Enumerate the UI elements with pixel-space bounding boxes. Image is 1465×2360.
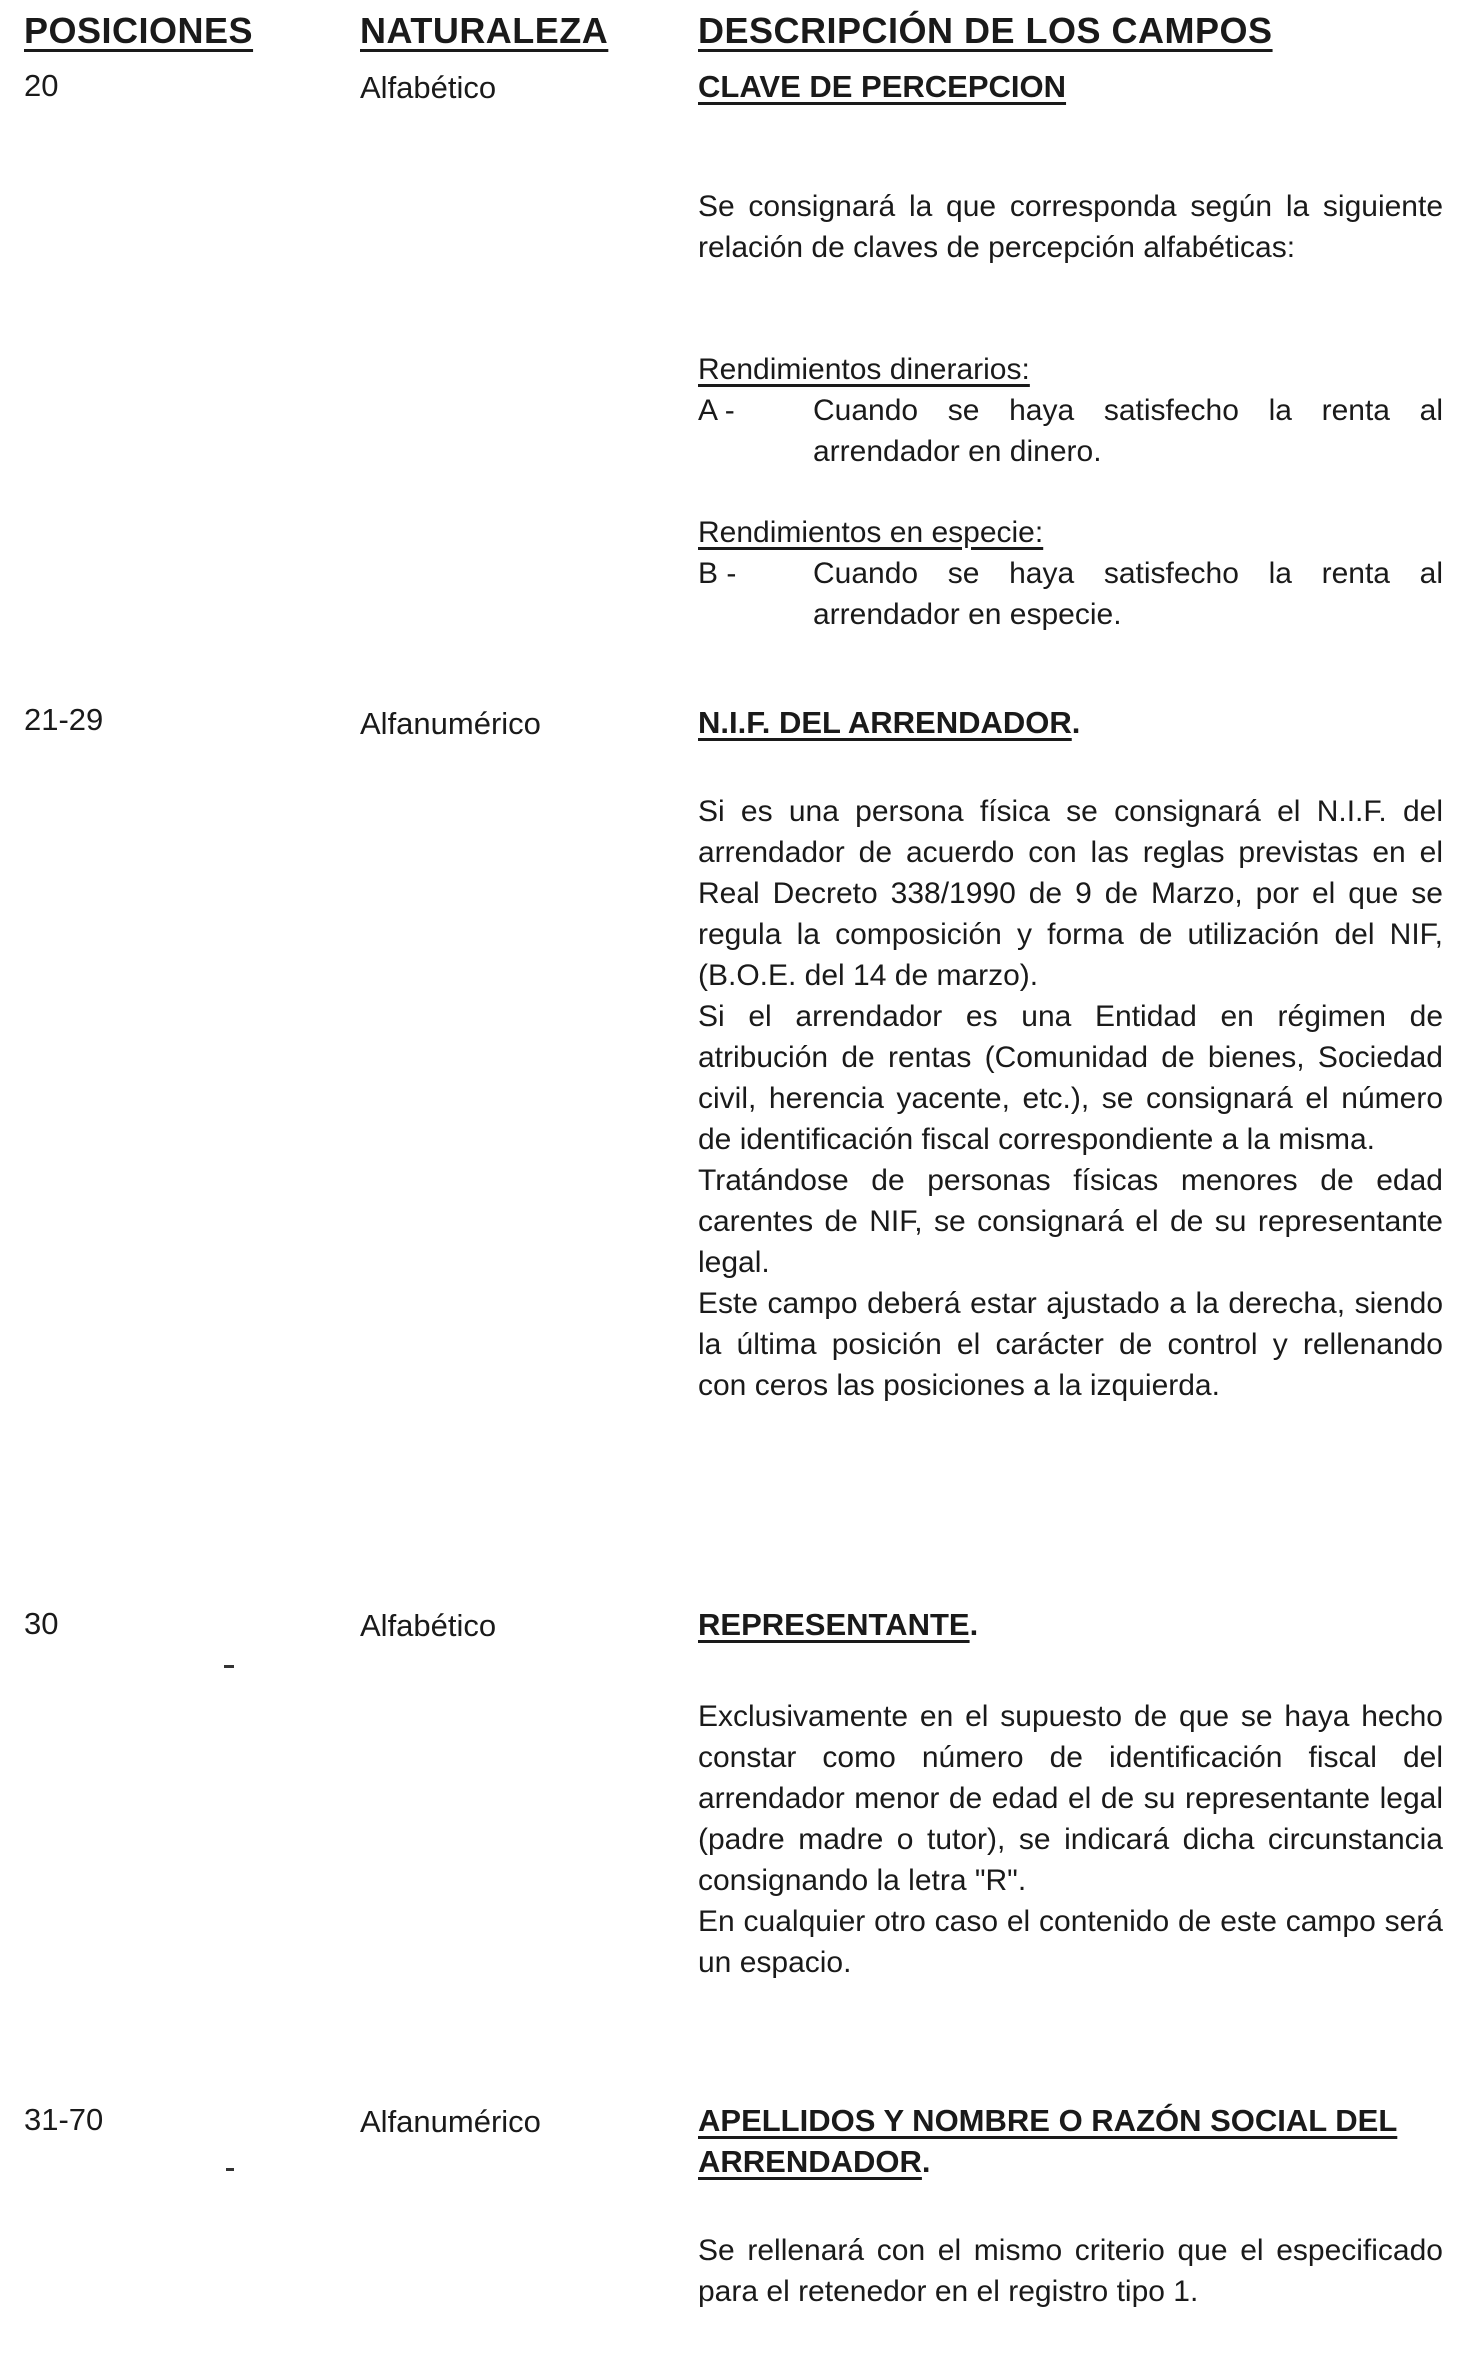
field-title xyxy=(698,2100,1443,2182)
field-description xyxy=(698,2230,1443,2312)
field-nature: Alfabético xyxy=(360,70,497,105)
header-posiciones: POSICIONES xyxy=(24,10,254,51)
field-position: 21-29 xyxy=(24,702,104,737)
field-title-text: REPRESENTANTE xyxy=(698,1607,970,1642)
key-description: Cuando se haya satisfecho la renta al arrendador en especie. xyxy=(813,557,1443,631)
field-title-text: CLAVE DE PERCEPCION xyxy=(698,69,1067,104)
field-intro xyxy=(698,186,1443,268)
field-position: 20 xyxy=(24,68,59,103)
field-nature: Alfanumérico xyxy=(360,706,541,741)
field-title-text: APELLIDOS Y NOMBRE O RAZÓN SOCIAL DEL ARRENDADOR xyxy=(698,2103,1398,2179)
field-title-suffix: . xyxy=(969,1607,979,1642)
field-title xyxy=(698,66,1443,107)
field-position: 30 xyxy=(24,1606,59,1641)
key-item-b xyxy=(698,553,1443,635)
field-title-suffix: . xyxy=(1071,705,1081,740)
key-code: A - xyxy=(698,394,735,427)
description-paragraph: Este campo deberá estar ajustado a la derecha, siendo la última posición el carácter de control y rellenando con ceros las posiciones a la izquierda. xyxy=(698,1287,1443,1402)
header-descripcion: DESCRIPCIÓN DE LOS CAMPOS xyxy=(698,10,1273,51)
key-item-a xyxy=(698,390,1443,472)
group-label-dinerarios: Rendimientos dinerarios: xyxy=(698,353,1030,386)
scan-mark xyxy=(226,2168,234,2171)
field-nature: Alfabético xyxy=(360,1608,497,1643)
field-title-text: N.I.F. DEL ARRENDADOR xyxy=(698,705,1072,740)
field-position: 31-70 xyxy=(24,2102,104,2137)
field-description xyxy=(698,791,1443,1406)
header-naturaleza: NATURALEZA xyxy=(360,10,609,51)
intro-paragraph: Se consignará la que corresponda según la siguiente relación de claves de percepción alfabéticas: xyxy=(698,190,1443,264)
scan-mark xyxy=(224,1665,234,1668)
description-paragraph: Si es una persona física se consignará el N.I.F. del arrendador de acuerdo con las reglas previstas en el Real Decreto 338/1990 de 9 de Marzo, por el que se regula la composición y forma de utilización del NIF, (B.O.E. del 14 de marzo). xyxy=(698,795,1443,992)
field-description xyxy=(698,1696,1443,1983)
description-paragraph: Si el arrendador es una Entidad en régimen de atribución de rentas (Comunidad de bienes, Sociedad civil, herencia yacente, etc.), se consignará el número de identificación fiscal correspondiente a la misma. xyxy=(698,1000,1443,1156)
field-title-suffix: . xyxy=(921,2144,931,2179)
description-paragraph: Tratándose de personas físicas menores de edad carentes de NIF, se consignará el de su representante legal. xyxy=(698,1164,1443,1279)
description-paragraph: Se rellenará con el mismo criterio que el especificado para el retenedor en el registro tipo 1. xyxy=(698,2234,1443,2308)
description-paragraph: Exclusivamente en el supuesto de que se haya hecho constar como número de identificación fiscal del arrendador menor de edad el de su representante legal (padre madre o tutor), se indicará dicha circunstancia consignando la letra "R". xyxy=(698,1700,1443,1897)
key-code: B - xyxy=(698,557,737,590)
field-title xyxy=(698,1604,1443,1645)
field-title xyxy=(698,702,1443,743)
field-nature: Alfanumérico xyxy=(360,2104,541,2139)
group-label-especie: Rendimientos en especie: xyxy=(698,516,1044,549)
key-description: Cuando se haya satisfecho la renta al arrendador en dinero. xyxy=(813,394,1443,468)
description-paragraph: En cualquier otro caso el contenido de este campo será un espacio. xyxy=(698,1905,1443,1979)
